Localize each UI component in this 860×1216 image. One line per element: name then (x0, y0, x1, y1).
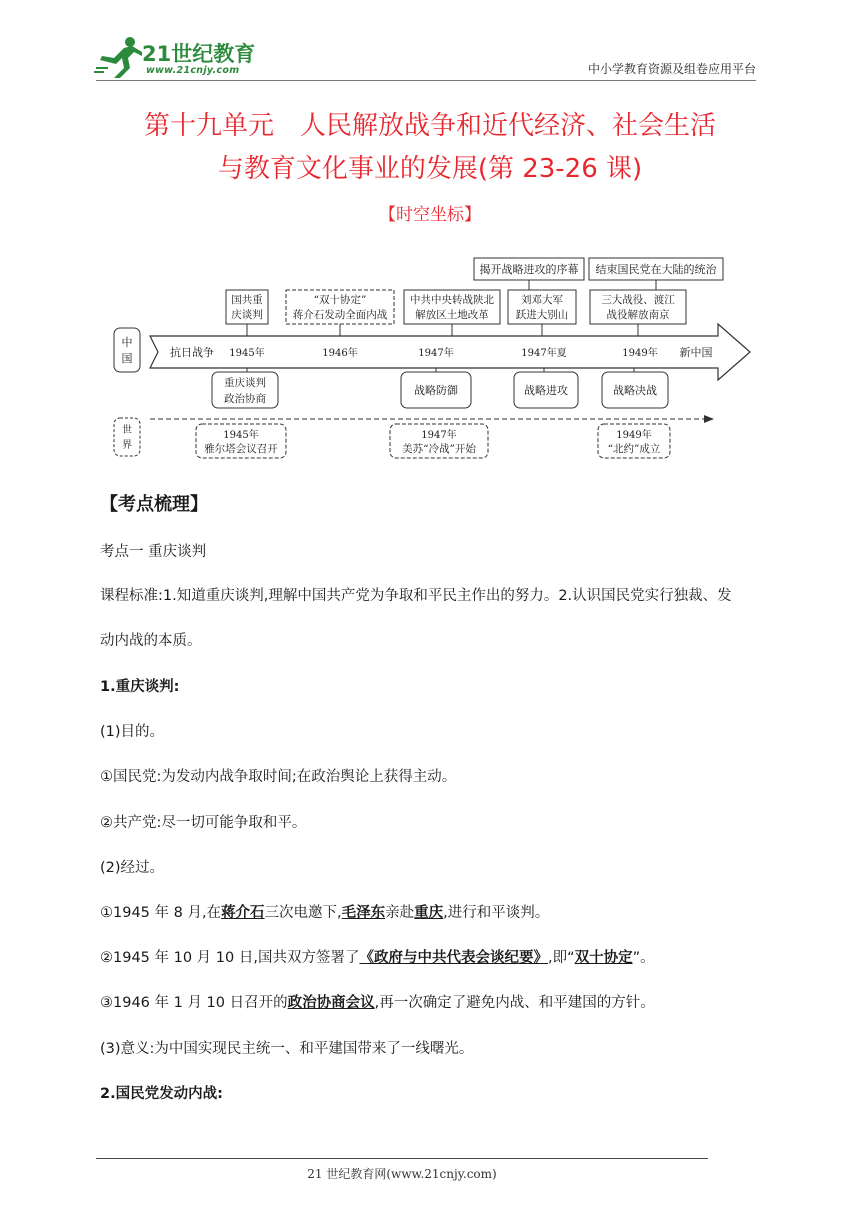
axis-label-3: 1946年 (322, 348, 358, 359)
world-text-3b: “北约”成立 (607, 443, 661, 455)
header-platform-text: 中小学教育资源及组卷应用平台 (587, 62, 756, 76)
process-label: (2)经过。 (100, 860, 165, 876)
top2-text-1b: 庆谈判 (231, 309, 263, 321)
china-label-box (114, 328, 140, 372)
top2-text-5a: 三大战役、渡江 (601, 294, 675, 306)
top2-text-4b: 跃进大别山 (515, 309, 569, 321)
top2-text-2a: “双十协定” (313, 294, 367, 306)
section-heading: 【考点梳理】 (100, 494, 208, 515)
axis-label-1: 抗日战争 (170, 346, 214, 359)
site-logo (94, 34, 264, 80)
timeline-diagram (100, 252, 760, 462)
china-label-2: 国 (121, 352, 133, 365)
top2-text-1a: 国共重 (231, 294, 263, 306)
standard-line-1: 课程标准:1.知道重庆谈判,理解中国共产党为争取和平民主作出的努力。2.认识国民党实行独裁、发 (100, 588, 732, 604)
section-subtitle: 【时空坐标】 (379, 205, 481, 225)
process-item-2 (100, 946, 655, 967)
world-label-2: 界 (122, 440, 132, 451)
keyword-double-ten: 双十协定 (574, 950, 633, 966)
bottom-text-3: 战略进攻 (524, 384, 568, 397)
purpose-label: (1)目的。 (100, 724, 165, 740)
bottom-text-4: 战略决战 (613, 384, 657, 397)
significance: (3)意义:为中国实现民主统一、和平建国带来了一线曙光。 (100, 1041, 474, 1057)
text-span: ②1945 年 10 月 10 日,国共双方签署了 (100, 950, 360, 966)
axis-label-6: 1949年 (622, 348, 658, 359)
bottom-text-1a: 重庆谈判 (224, 377, 266, 389)
process-item-1 (100, 901, 549, 922)
bottom-text-2: 战略防御 (414, 384, 458, 397)
text-span: 亲赴 (385, 905, 415, 921)
text-span: ③1946 年 1 月 10 日召开的 (100, 995, 288, 1011)
purpose-ccp: ②共产党:尽一切可能争取和平。 (100, 815, 307, 831)
standard-line-2: 动内战的本质。 (100, 633, 202, 649)
world-arrowhead-icon (704, 415, 714, 423)
world-text-2a: 1947年 (421, 430, 457, 441)
page-title-line2: 与教育文化事业的发展(第 23-26 课) (217, 154, 643, 184)
subheading-1: 1.重庆谈判: (100, 679, 180, 695)
keyword-chongqing: 重庆 (414, 905, 444, 921)
china-label-1: 中 (121, 336, 133, 349)
process-item-3 (100, 991, 655, 1012)
text-span: ,即“ (547, 950, 575, 966)
top2-text-3b: 解放区土地改革 (415, 309, 489, 321)
world-text-1b: 雅尔塔会议召开 (204, 443, 278, 455)
text-span: 三次电邀下, (264, 905, 342, 921)
axis-label-5: 1947年夏 (521, 348, 567, 359)
header-divider (96, 80, 756, 81)
world-label-1: 世 (122, 425, 132, 436)
footer-text: 21 世纪教育网(www.21cnjy.com) (307, 1167, 497, 1181)
world-text-2b: 美苏“冷战”开始 (402, 443, 476, 455)
bottom-text-1b: 政治协商 (224, 393, 266, 405)
text-span: ”。 (632, 950, 655, 966)
keyword-pcc: 政治协商会议 (287, 995, 375, 1011)
page-title-line1: 第十九单元 人民解放战争和近代经济、社会生活 (143, 111, 716, 141)
text-span: ①1945 年 8 月,在 (100, 905, 222, 921)
subheading-2: 2.国民党发动内战: (100, 1086, 223, 1102)
top1-text-1: 揭开战略进攻的序幕 (479, 263, 579, 276)
world-text-3a: 1949年 (616, 430, 652, 441)
purpose-kmt: ①国民党:为发动内战争取时间;在政治舆论上获得主动。 (100, 769, 457, 785)
world-text-1a: 1945年 (223, 430, 259, 441)
text-span: ,再一次确定了避免内战、和平建国的方针。 (374, 995, 655, 1011)
runner-logo-icon (94, 34, 144, 80)
logo-text: 21世纪教育 (142, 42, 256, 66)
top1-text-2: 结束国民党在大陆的统治 (595, 263, 717, 276)
axis-label-2: 1945年 (229, 348, 265, 359)
axis-label-7: 新中国 (679, 346, 713, 359)
logo-url: www.21cnjy.com (146, 65, 240, 76)
point-title: 考点一 重庆谈判 (100, 544, 207, 560)
top2-text-3a: 中共中央转战陕北 (410, 294, 494, 306)
text-span: ,进行和平谈判。 (443, 905, 550, 921)
axis-label-4: 1947年 (418, 348, 454, 359)
keyword-jiang: 蒋介石 (221, 905, 265, 921)
footer-divider (96, 1158, 708, 1159)
top2-text-5b: 战役解放南京 (606, 309, 670, 321)
top2-text-2b: 蒋介石发动全面内战 (292, 309, 388, 321)
keyword-mao: 毛泽东 (341, 905, 386, 921)
keyword-summary: 《政府与中共代表会谈纪要》 (359, 950, 548, 966)
top2-text-4a: 刘邓大军 (521, 294, 563, 306)
